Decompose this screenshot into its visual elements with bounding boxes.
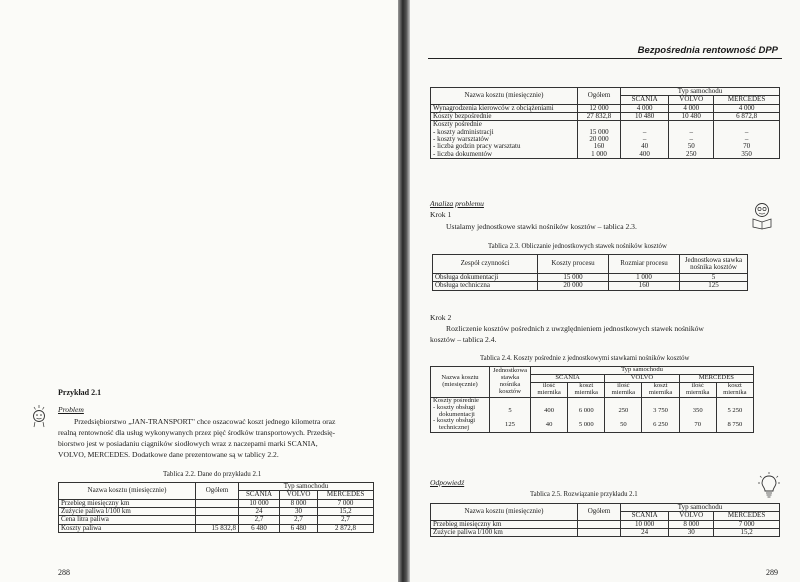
row-value: – — [669, 129, 714, 136]
row-value: 400 — [621, 151, 669, 159]
row-value: 2,7 — [239, 516, 280, 524]
col-header-name: Nazwa kosztu (miesięcznie) — [431, 504, 578, 521]
top-table — [430, 87, 780, 159]
sub-cost-2: miernika — [574, 388, 598, 396]
row-total: 1 000 — [578, 151, 621, 159]
brand-mercedes: MERCEDES — [318, 491, 374, 499]
row-total: 160 — [578, 143, 621, 150]
row-size: 160 — [609, 282, 680, 290]
row-total — [578, 520, 621, 528]
step-1-text: Ustalamy jednostkowe stawki nośników kosztów – tablica 2.3. — [446, 222, 637, 231]
row-value: 6 480 — [239, 524, 280, 532]
brand-scania: SCANIA — [531, 374, 605, 382]
table-row — [59, 516, 374, 524]
row-total: 20 000 — [578, 136, 621, 143]
row-total: 12 000 — [578, 104, 621, 112]
row-value: 24 — [239, 508, 280, 516]
table-row — [433, 282, 748, 290]
row-value: – — [621, 129, 669, 136]
row-value: – — [621, 136, 669, 143]
row-cost: 20 000 — [538, 282, 609, 290]
page-number-left: 288 — [58, 568, 70, 577]
table-row — [431, 397, 754, 404]
table-2-3 — [432, 254, 748, 291]
block-header: Koszty pośrednie — [431, 121, 578, 129]
row-value: – — [714, 129, 780, 136]
answer-heading: Odpowiedź — [430, 478, 465, 487]
row-value: 7 000 — [714, 520, 780, 528]
row-rate: 125 — [490, 418, 531, 432]
table-row — [431, 151, 780, 159]
row-value: 70 — [714, 143, 780, 150]
thinking-figure-icon — [30, 404, 48, 428]
row-value: 6 000 — [568, 405, 605, 419]
row-value: 10 000 — [621, 520, 669, 528]
col-header-process-size: Rozmiar procesu — [609, 255, 680, 274]
col-header-total: Ogółem — [578, 88, 621, 105]
sub-cost-2: miernika — [723, 388, 747, 396]
row-value: 2 872,8 — [318, 524, 374, 532]
row-value: 15,2 — [714, 529, 780, 537]
row-value: 10 000 — [239, 499, 280, 507]
problem-line-1: Przedsiębiorstwo „JAN-TRANSPORT" chce oszacować koszt jednego kilometra oraz — [74, 417, 336, 426]
row-value: 6 480 — [280, 524, 318, 532]
row-name: Przebieg miesięczny km — [431, 520, 578, 528]
brand-scania: SCANIA — [239, 491, 280, 499]
lightbulb-icon — [758, 472, 780, 500]
table-row — [431, 405, 754, 419]
row-value: 30 — [669, 529, 714, 537]
running-header: Bezpośrednia rentowność DPP — [637, 45, 778, 56]
analysis-heading: Analiza problemu — [430, 199, 484, 208]
table-row — [431, 113, 780, 121]
col-header-group: Typ samochodu — [621, 88, 780, 96]
row-value: 4 000 — [621, 104, 669, 112]
row-size: 1 000 — [609, 274, 680, 282]
col-header-group: Typ samochodu — [621, 504, 780, 512]
table-row — [431, 418, 754, 432]
row-total: 15 832,8 — [196, 524, 239, 532]
book-gutter — [398, 0, 410, 582]
col-header-rate-2: stawka — [500, 373, 520, 381]
row-cost: 15 000 — [538, 274, 609, 282]
col-header-name: Nazwa kosztu (miesięcznie) — [59, 483, 196, 500]
left-page — [0, 0, 398, 582]
header-rule — [428, 58, 782, 59]
col-header-total: Ogółem — [578, 504, 621, 521]
row-name: Przebieg miesięczny km — [59, 499, 196, 507]
row-name-line-1: - koszty obsługi — [433, 417, 476, 425]
step-2-title: Krok 2 — [430, 313, 452, 322]
table-row — [431, 529, 780, 537]
row-value: 400 — [531, 405, 568, 419]
row-value: 2,7 — [280, 516, 318, 524]
row-value: 250 — [605, 405, 642, 419]
row-rate: 5 — [490, 405, 531, 419]
col-header-rate-line-2: nośnika kosztów — [690, 263, 737, 271]
table-2-5-caption: Tablica 2.5. Rozwiązanie przykładu 2.1 — [530, 491, 638, 498]
row-value: 8 000 — [669, 520, 714, 528]
row-value: 10 480 — [621, 113, 669, 121]
table-2-2 — [58, 482, 374, 533]
table-2-2-caption: Tablica 2.2. Dane do przykładu 2.1 — [163, 470, 262, 478]
row-name-line-2: dokumentacji — [439, 410, 475, 418]
row-name: Obsługa dokumentacji — [433, 274, 538, 282]
example-title: Przykład 2.1 — [58, 388, 102, 397]
sub-cost-1: koszt — [727, 381, 742, 389]
col-header-activities: Zespół czynności — [433, 255, 538, 274]
sub-qty-2: miernika — [611, 388, 636, 396]
row-name: Zużycie paliwa l/100 km — [59, 508, 196, 516]
row-value: 50 — [669, 143, 714, 150]
row-name: - liczba godzin pracy warsztatu — [431, 143, 578, 150]
row-value: 24 — [621, 529, 669, 537]
row-value: 5 250 — [716, 405, 753, 419]
step-1-title: Krok 1 — [430, 210, 452, 219]
row-value: 30 — [280, 508, 318, 516]
sub-qty-2: miernika — [537, 388, 561, 396]
row-value: 5 000 — [568, 418, 605, 432]
sub-qty-1: ilość — [691, 381, 704, 389]
table-2-4-caption: Tablica 2.4. Koszty pośrednie z jednostkowymi stawkami nośników kosztów — [480, 355, 690, 362]
row-total — [196, 508, 239, 516]
col-header-name-line-2: (miesięcznie) — [442, 380, 478, 388]
row-value: 2,7 — [318, 516, 374, 524]
row-name-line-1: - koszty obsługi — [433, 403, 476, 411]
row-value: 8 000 — [280, 499, 318, 507]
row-value: 6 872,8 — [714, 113, 780, 121]
row-rate: 5 — [680, 274, 748, 282]
problem-line-3: biorstwo jest w posiadaniu ciągników siodłowych wraz z naczepami marki SCANIA, — [58, 439, 318, 448]
problem-line-4: VOLVO, MERCEDES. Dodatkowe dane prezentowane są w tablicy 2.2. — [58, 450, 279, 459]
row-value: 250 — [669, 151, 714, 159]
row-value: 350 — [679, 405, 716, 419]
row-value: 70 — [679, 418, 716, 432]
step-2-line-1: Rozliczenie kosztów pośrednich z uwzględnieniem jednostkowych stawek nośników — [446, 324, 704, 333]
block-header: Koszty pośrednie — [431, 397, 490, 404]
brand-mercedes: MERCEDES — [714, 512, 780, 520]
brand-volvo: VOLVO — [669, 512, 714, 520]
brand-volvo: VOLVO — [669, 96, 714, 104]
row-total: 15 000 — [578, 129, 621, 136]
row-value: 3 750 — [642, 405, 679, 419]
table-2-4 — [430, 366, 754, 433]
col-header-group: Typ samochodu — [531, 367, 754, 375]
brand-mercedes: MERCEDES — [714, 96, 780, 104]
reading-figure-icon — [750, 200, 774, 230]
row-value: 10 480 — [669, 113, 714, 121]
col-header-rate-1: Jednostkowa — [492, 367, 528, 374]
problem-line-2: realną rentowność dla usług wykonywanych przez pięć środków transportowych. Przedsię- — [58, 428, 336, 437]
row-name: Koszty paliwa — [59, 524, 196, 532]
row-name: Wynagrodzenia kierowców z obciążeniami — [431, 104, 578, 112]
col-header-process-cost: Koszty procesu — [538, 255, 609, 274]
row-value: 7 000 — [318, 499, 374, 507]
sub-qty-1: ilość — [617, 381, 630, 389]
col-header-rate-3: nośnika — [499, 380, 521, 388]
row-value: 40 — [621, 143, 669, 150]
table-2-3-caption: Tablica 2.3. Obliczanie jednostkowych stawek nośników kosztów — [488, 243, 667, 250]
step-2-line-2: kosztów – tablica 2.4. — [430, 335, 497, 344]
right-page — [410, 0, 800, 582]
row-value: 4 000 — [669, 104, 714, 112]
col-header-rate-line-1: Jednostkowa stawka — [684, 255, 743, 264]
row-value: 15,2 — [318, 508, 374, 516]
row-name: Zużycie paliwa l/100 km — [431, 529, 578, 537]
row-value: – — [669, 136, 714, 143]
brand-volvo: VOLVO — [605, 374, 679, 382]
sub-cost-1: koszt — [653, 381, 668, 389]
brand-volvo: VOLVO — [280, 491, 318, 499]
row-name: - liczba dokumentów — [431, 151, 578, 159]
row-value: 50 — [605, 418, 642, 432]
row-rate: 125 — [680, 282, 748, 290]
row-total: 27 832,8 — [578, 113, 621, 121]
row-value: 350 — [714, 151, 780, 159]
col-header-rate-4: kosztów — [499, 387, 521, 395]
row-name: - koszty administracji — [431, 129, 578, 136]
row-total — [578, 529, 621, 537]
brand-scania: SCANIA — [621, 512, 669, 520]
col-header-name: Nazwa kosztu (miesięcznie) — [431, 88, 578, 105]
table-row — [59, 524, 374, 532]
col-header-group: Typ samochodu — [239, 483, 374, 491]
row-value: 40 — [531, 418, 568, 432]
col-header-total: Ogółem — [196, 483, 239, 500]
sub-qty-2: miernika — [685, 388, 710, 396]
brand-mercedes: MERCEDES — [679, 374, 753, 382]
brand-scania: SCANIA — [621, 96, 669, 104]
problem-heading: Problem — [58, 405, 84, 414]
row-total — [196, 516, 239, 524]
row-name: Koszty bezpośrednie — [431, 113, 578, 121]
table-2-5 — [430, 503, 780, 537]
sub-cost-1: koszt — [579, 381, 594, 389]
col-header-name-line-1: Nazwa kosztu — [441, 373, 479, 381]
page-number-right: 289 — [766, 568, 778, 577]
row-total — [196, 499, 239, 507]
row-name: Obsługa techniczna — [433, 282, 538, 290]
row-value: – — [714, 136, 780, 143]
row-name: - koszty warsztatów — [431, 136, 578, 143]
row-name-line-2: technicznej — [439, 424, 470, 432]
row-value: 4 000 — [714, 104, 780, 112]
row-value: 6 250 — [642, 418, 679, 432]
sub-qty-1: ilość — [542, 381, 556, 389]
sub-cost-2: miernika — [648, 388, 673, 396]
row-value: 8 750 — [716, 418, 753, 432]
row-name: Cena litra paliwa — [59, 516, 196, 524]
